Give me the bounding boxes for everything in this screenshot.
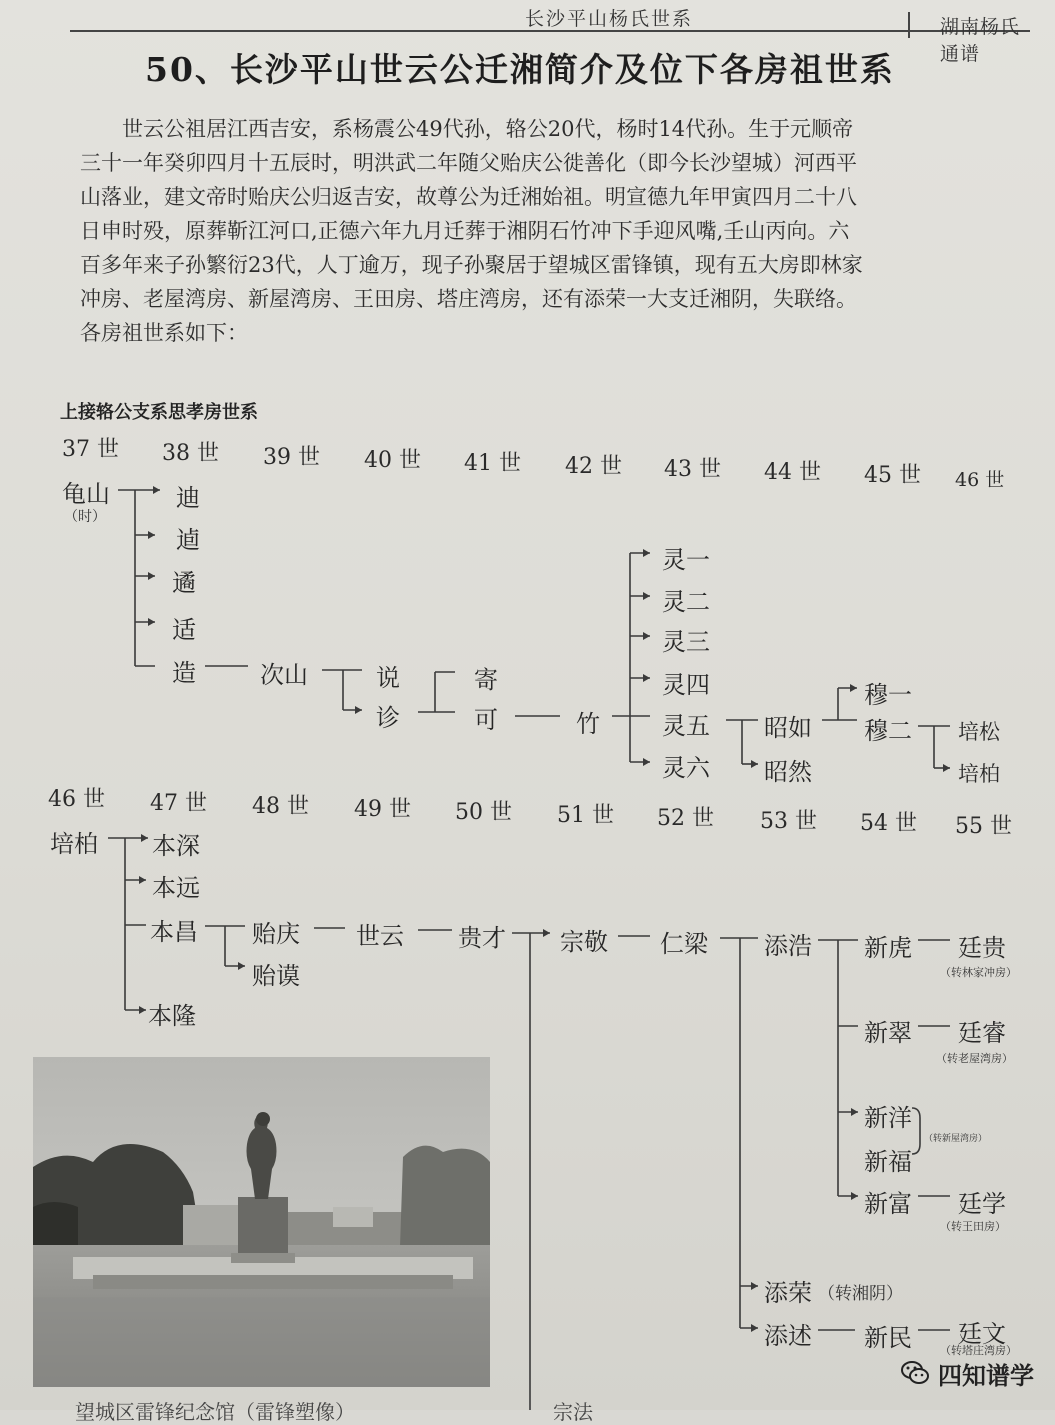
generation-label: 48 世 bbox=[252, 794, 309, 819]
person-note: （时） bbox=[64, 509, 106, 525]
person-name: 次山 bbox=[260, 661, 308, 689]
person-name: 贻庆 bbox=[252, 920, 300, 948]
person-name: 廷文 bbox=[958, 1320, 1006, 1348]
intro-line: 百多年来子孙繁衍23代，人丁逾万，现子孙聚居于望城区雷锋镇，现有五大房即林家 bbox=[80, 253, 863, 277]
person-name: 寄 bbox=[474, 666, 498, 694]
person-name: 昭然 bbox=[764, 758, 812, 786]
person-name: 灵四 bbox=[662, 671, 710, 699]
generation-label: 47 世 bbox=[150, 791, 207, 816]
person-name: 本昌 bbox=[150, 918, 198, 946]
person-name: 灵六 bbox=[662, 754, 710, 782]
generation-label: 42 世 bbox=[565, 454, 622, 479]
generation-label: 53 世 bbox=[760, 809, 817, 834]
branch-note: （转塔庄湾房） bbox=[940, 1344, 1017, 1357]
photo-caption: 望城区雷锋纪念馆（雷锋塑像） bbox=[75, 1400, 355, 1424]
generation-label: 52 世 bbox=[657, 806, 714, 831]
person-name: 穆二 bbox=[864, 717, 912, 745]
person-name: 遹 bbox=[172, 569, 196, 597]
generation-label: 39 世 bbox=[263, 445, 320, 470]
person-name: 世云 bbox=[356, 922, 404, 950]
person-note: （转湘阴） bbox=[818, 1284, 903, 1304]
intro-line: 世云公祖居江西吉安，系杨震公49代孙，辂公20代，杨时14代孙。生于元顺帝 bbox=[122, 117, 854, 141]
person-name: 新富 bbox=[864, 1190, 912, 1218]
watermark-text: 四知谱学 bbox=[938, 1361, 1034, 1390]
person-name: 廷贵 bbox=[958, 934, 1006, 962]
person-name: 本深 bbox=[152, 832, 200, 860]
person-name: 添述 bbox=[764, 1322, 812, 1350]
person-name: 本隆 bbox=[148, 1002, 196, 1030]
person-name: 迪 bbox=[176, 484, 200, 512]
person-name: 培柏 bbox=[50, 830, 98, 858]
generation-label: 55 世 bbox=[955, 814, 1012, 839]
person-name: 穆一 bbox=[864, 681, 912, 709]
person-name: 灵五 bbox=[662, 712, 710, 740]
branch-note: （转老屋湾房） bbox=[936, 1052, 1013, 1065]
person-name: 昭如 bbox=[764, 714, 812, 742]
person-name: 可 bbox=[474, 706, 498, 734]
generation-label: 37 世 bbox=[62, 437, 119, 462]
generation-label: 50 世 bbox=[455, 800, 512, 825]
person-name: 新虎 bbox=[864, 934, 912, 962]
person-name: 灵二 bbox=[662, 588, 710, 616]
branch-note: （转林家冲房） bbox=[940, 966, 1017, 979]
person-name: 适 bbox=[172, 616, 196, 644]
generation-label: 45 世 bbox=[864, 463, 921, 488]
person-name: 新福 bbox=[864, 1148, 912, 1176]
intro-line: 日申时殁，原葬靳江河口,正德六年九月迁葬于湘阴石竹冲下手迎风嘴,壬山丙向。六 bbox=[80, 219, 850, 243]
person-name: 本远 bbox=[152, 874, 200, 902]
generation-label: 43 世 bbox=[664, 457, 721, 482]
header-center-title: 长沙平山杨氏世系 bbox=[525, 8, 694, 30]
person-name: 新翠 bbox=[864, 1019, 912, 1047]
person-name: 逌 bbox=[176, 526, 200, 554]
cut-off-name: 宗法 bbox=[553, 1400, 593, 1424]
page-title: 50、长沙平山世云公迁湘简介及位下各房祖世系 bbox=[145, 50, 895, 89]
person-name: 培松 bbox=[958, 720, 1000, 744]
person-name: 新民 bbox=[864, 1324, 912, 1352]
person-name: 添浩 bbox=[764, 932, 812, 960]
person-name: 贻谟 bbox=[252, 962, 300, 990]
generation-label: 41 世 bbox=[464, 451, 521, 476]
person-name: 宗敬 bbox=[560, 928, 608, 956]
section-subhead: 上接辂公支系思孝房世系 bbox=[60, 402, 258, 423]
generation-label: 51 世 bbox=[557, 803, 614, 828]
memorial-photo bbox=[33, 1057, 490, 1387]
person-name: 诊 bbox=[376, 704, 400, 732]
person-name: 造 bbox=[172, 659, 196, 687]
generation-label: 44 世 bbox=[764, 460, 821, 485]
person-name: 新洋 bbox=[864, 1104, 912, 1132]
person-name: 培柏 bbox=[958, 762, 1000, 786]
person-name: 龟山 bbox=[62, 480, 110, 508]
generation-label: 46 世 bbox=[48, 787, 105, 812]
wechat-icon bbox=[900, 1358, 930, 1388]
generation-label: 40 世 bbox=[364, 448, 421, 473]
intro-line: 山落业，建文帝时贻庆公归返吉安，故尊公为迁湘始祖。明宣德九年甲寅四月二十八 bbox=[80, 185, 857, 209]
person-name: 仁梁 bbox=[660, 930, 708, 958]
intro-line: 三十一年癸卯四月十五辰时，明洪武二年随父贻庆公徙善化（即今长沙望城）河西平 bbox=[80, 151, 857, 175]
intro-line: 各房祖世系如下： bbox=[80, 321, 248, 345]
person-name: 灵一 bbox=[662, 546, 710, 574]
generation-label: 54 世 bbox=[860, 811, 917, 836]
wechat-watermark bbox=[900, 1355, 1034, 1391]
generation-label: 46 世 bbox=[955, 469, 1005, 491]
person-name: 竹 bbox=[576, 710, 600, 738]
generation-label: 38 世 bbox=[162, 441, 219, 466]
branch-note: （转新屋湾房） bbox=[924, 1134, 988, 1144]
person-name: 说 bbox=[376, 664, 400, 692]
person-name: 灵三 bbox=[662, 628, 710, 656]
person-name: 廷睿 bbox=[958, 1019, 1006, 1047]
person-name: 贵才 bbox=[458, 924, 506, 952]
intro-line: 冲房、老屋湾房、新屋湾房、王田房、塔庄湾房，还有添荣一大支迁湘阴，失联络。 bbox=[80, 287, 857, 311]
person-name: 添荣 bbox=[764, 1279, 812, 1307]
branch-note: （转王田房） bbox=[940, 1220, 1006, 1233]
statue-photo-illustration bbox=[33, 1057, 490, 1387]
person-name: 廷学 bbox=[958, 1190, 1006, 1218]
header-book-title: 湖南杨氏通谱 bbox=[908, 12, 1030, 38]
generation-label: 49 世 bbox=[354, 797, 411, 822]
